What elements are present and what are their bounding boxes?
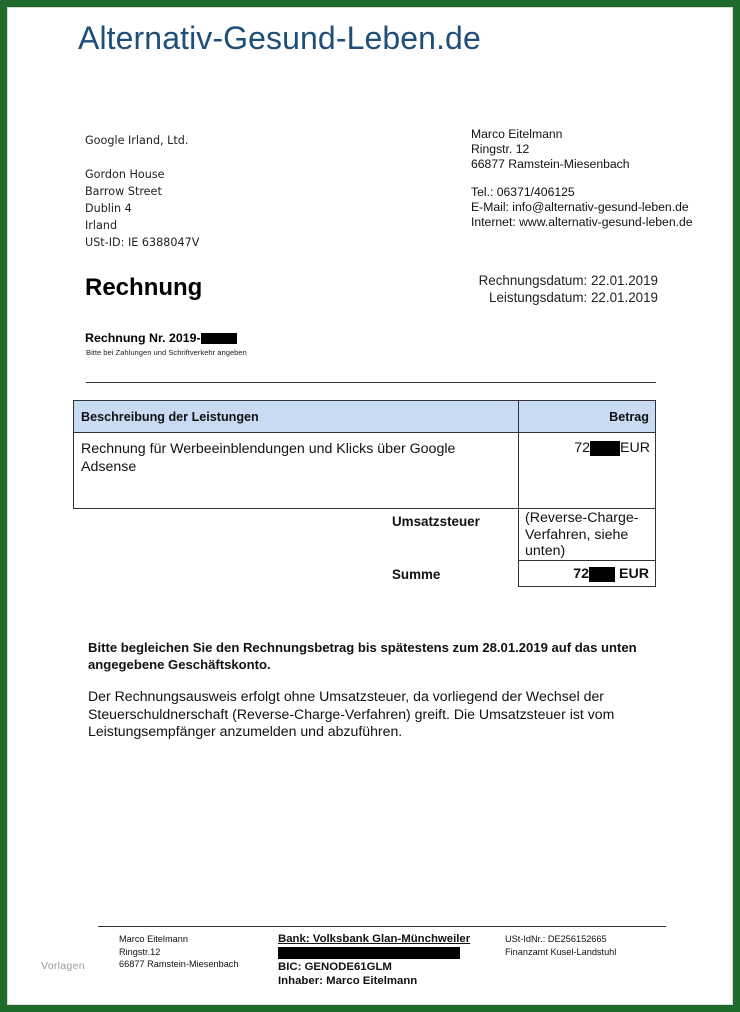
tax-cell: [518, 508, 656, 561]
table-row: [73, 432, 656, 509]
footer-city: 66877 Ramstein-Miesenbach: [119, 959, 239, 969]
table-header: [73, 400, 656, 433]
row-amount: [524, 440, 650, 456]
footer-divider: [98, 926, 666, 927]
row-amount-prefix: 72: [574, 440, 591, 456]
sender-city: 66877 Ramstein-Miesenbach: [471, 157, 630, 171]
sum-currency: EUR: [619, 566, 649, 582]
sender-street: Ringstr. 12: [471, 142, 530, 156]
row-description: Rechnung für Werbeeinblendungen und Klicks über Google Adsense: [81, 441, 456, 475]
recipient-street: Barrow Street: [85, 185, 162, 198]
sender-name: Marco Eitelmann: [471, 127, 563, 141]
footer-address: [119, 933, 239, 971]
tax-label: Umsatzsteuer: [392, 514, 480, 529]
footer-bank-name: Bank: Volksbank Glan-Münchweiler: [278, 933, 471, 945]
header-description: Beschreibung der Leistungen: [81, 410, 259, 424]
sender-address: [471, 127, 693, 230]
sum-value: [573, 566, 649, 582]
column-divider: [518, 432, 519, 508]
recipient-company: Google Irland, Ltd.: [85, 134, 189, 147]
document-title: Rechnung: [85, 274, 203, 301]
invoice-number: [85, 331, 237, 345]
brand-title: Alternativ-Gesund-Leben.de: [78, 20, 481, 56]
footer-bank: [278, 932, 470, 988]
sum-label: Summe: [392, 567, 441, 582]
recipient-address: [85, 132, 199, 251]
sender-internet: Internet: www.alternativ-gesund-leben.de: [471, 215, 693, 229]
redaction-block: [201, 333, 237, 344]
sum-prefix: 72: [573, 566, 590, 582]
invoice-number-text: Rechnung Nr. 2019-: [85, 331, 201, 345]
payment-instruction: Bitte begleichen Sie den Rechnungsbetrag bis spätestens zum 28.01.2019 auf das unten angegebene Geschäftskonto.: [88, 640, 637, 672]
redaction-block: [590, 441, 620, 456]
watermark: Vorlagen: [41, 960, 85, 972]
footer-owner: Inhaber: Marco Eitelmann: [278, 975, 418, 987]
column-divider: [518, 401, 519, 432]
recipient-building: Gordon House: [85, 168, 165, 181]
footer-bic: BIC: GENODE61GLM: [278, 961, 392, 973]
footer-vat-id: USt-IdNr.: DE256152665: [505, 934, 607, 944]
header-amount: Betrag: [609, 410, 649, 424]
footer-tax-office: Finanzamt Kusel-Landstuhl: [505, 946, 617, 957]
sum-cell: [518, 560, 656, 587]
recipient-country: Irland: [85, 219, 118, 232]
reverse-charge-note: Der Rechnungsausweis erfolgt ohne Umsatzsteuer, da vorliegend der Wechsel der Steuerschuldnerschaft (Reverse-Charge-Verfahren) greift. Die Umsatzsteuer ist vom Leistungsempfänger anzumelden und abzuführen.: [88, 688, 615, 739]
sender-phone: Tel.: 06371/406125: [471, 185, 575, 199]
footer-street: Ringstr.12: [119, 946, 161, 957]
invoice-dates: [448, 272, 658, 306]
footer-name: Marco Eitelmann: [119, 934, 188, 944]
sender-email: E-Mail: info@alternativ-gesund-leben.de: [471, 200, 689, 214]
invoice-number-note: Bitte bei Zahlungen und Schriftverkehr angeben: [86, 348, 247, 357]
recipient-vat-id: USt-ID: IE 6388047V: [85, 236, 200, 249]
divider: [86, 382, 656, 383]
row-amount-currency: EUR: [620, 440, 650, 456]
footer-tax: [505, 933, 616, 958]
tax-value: (Reverse-Charge-Verfahren, siehe unten): [525, 510, 639, 559]
invoice-date: Rechnungsdatum: 22.01.2019: [478, 273, 658, 288]
service-date: Leistungsdatum: 22.01.2019: [489, 290, 658, 305]
redaction-block: [278, 947, 460, 959]
invoice-page: [7, 7, 733, 1005]
recipient-city: Dublin 4: [85, 202, 132, 215]
redaction-block: [589, 567, 615, 582]
